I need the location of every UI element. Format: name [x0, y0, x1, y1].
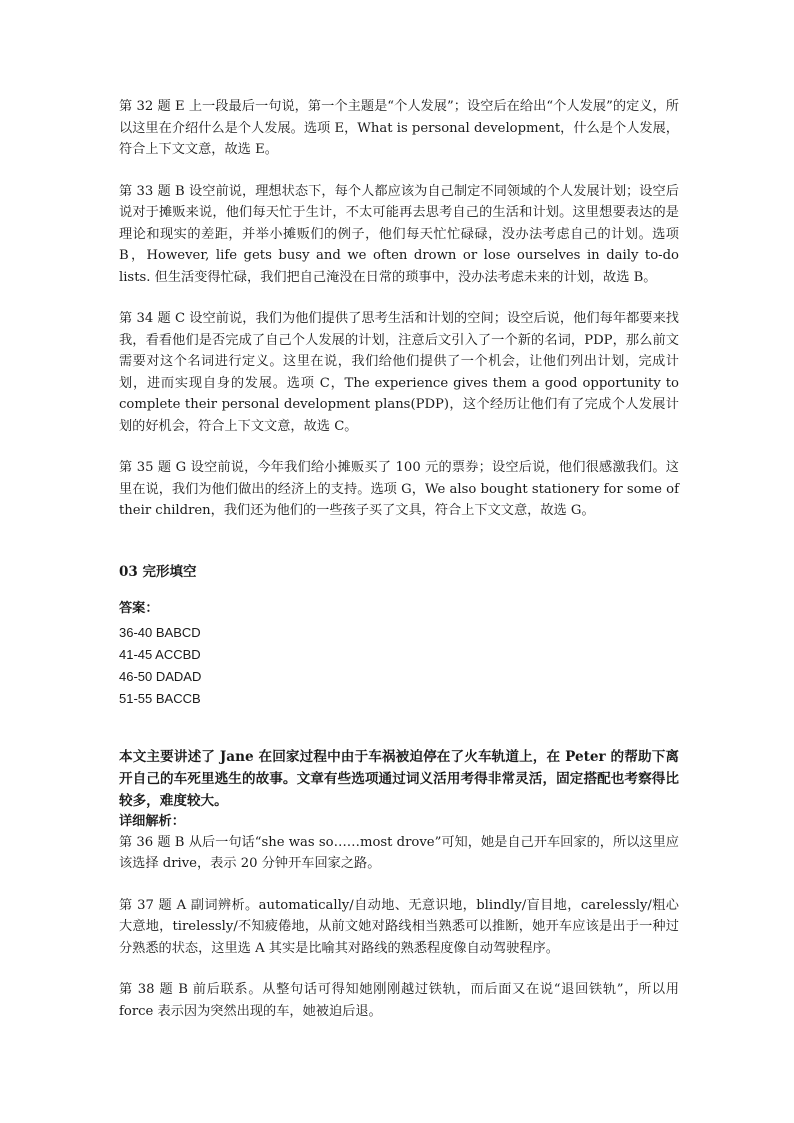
explanation-q34: 第 34 题 C 设空前说，我们为他们提供了思考生活和计划的空间；设空后说，他们每年都要来找我，看看他们是否完成了自己个人发展的计划，注意后文引入了一个新的名词，PDP，那么前文需要对这个名词进行定义。这里在说，我们给他们提供了一个机会，让他们列出计划，完成计划，进而实现自身的发展。选项 C，The experience gives them a good opportunity to complete their personal development plans(PDP)，这个经历让他们有了完成个人发展计划的好机会，符合上下文文意，故选 C。 [119, 311, 679, 434]
answer-label: 答案： [119, 600, 159, 616]
passage-summary: 本文主要讲述了 Jane 在回家过程中由于车祸被迫停在了火车轨道上，在 Peter 的帮助下离开自己的车死里逃生的故事。文章有些选项通过词义活用考得非常灵活，固定搭配也考察得比较多，难度较大。 [119, 748, 679, 809]
explanation-q33: 第 33 题 B 设空前说，理想状态下，每个人都应该为自己制定不同领域的个人发展计划；设空后说对于摊贩来说，他们每天忙于生计，不太可能再去思考自己的生活和计划。这里想要表达的是理论和现实的差距，并举小摊贩们的例子，他们每天忙忙碌碌，没办法考虑自己的计划。选项 B，However, life gets busy and we often drown or lose ourselves in daily to-do lists. 但生活变得忙碌，我们把自己淹没在日常的琐事中，没办法考虑未来的计划，故选 B。 [119, 183, 679, 285]
explanation-q32: 第 32 题 E 上一段最后一句说，第一个主题是“个人发展”；设空后在给出“个人发展”的定义，所以这里在介绍什么是个人发展。选项 E，What is personal development，什么是个人发展，符合上下文文意，故选 E。 [119, 99, 679, 157]
explanation-q38: 第 38 题 B 前后联系。从整句话可得知她刚刚越过铁轨，而后面又在说“退回铁轨”，所以用 force 表示因为突然出现的车，她被迫后退。 [119, 982, 679, 1019]
answer-line: 51-55 BACCB [119, 690, 201, 706]
explanation-q36: 第 36 题 B 从后一句话“she was so……most drove”可知，她是自己开车回家的，所以这里应该选择 drive，表示 20 分钟开车回家之路。 [119, 834, 679, 871]
document-page [119, 96, 679, 1042]
answer-line: 41-45 ACCBD [119, 646, 201, 662]
section-heading-cloze: 03 完形填空 [119, 563, 197, 580]
explanation-q37: 第 37 题 A 副词辨析。automatically/自动地、无意识地，blindly/盲目地，carelessly/粗心大意地，tirelessly/不知疲倦地，从前文她对路线相当熟悉可以推断，她开车应该是出于一种过分熟悉的状态，这里选 A 其实是比喻其对路线的熟悉程度像自动驾驶程序。 [119, 897, 679, 956]
explanation-q35: 第 35 题 G 设空前说，今年我们给小摊贩买了 100 元的票券；设空后说，他们很感激我们。这里在说，我们为他们做出的经济上的支持。选项 G，We also bought stationery for some of their children，我们还为他们的一些孩子买了文具，符合上下文文意，故选 G。 [119, 460, 679, 518]
answer-line: 36-40 BABCD [119, 624, 201, 640]
detail-label: 详细解析： [119, 813, 185, 829]
answer-line: 46-50 DADAD [119, 668, 202, 684]
answer-list [119, 622, 679, 710]
